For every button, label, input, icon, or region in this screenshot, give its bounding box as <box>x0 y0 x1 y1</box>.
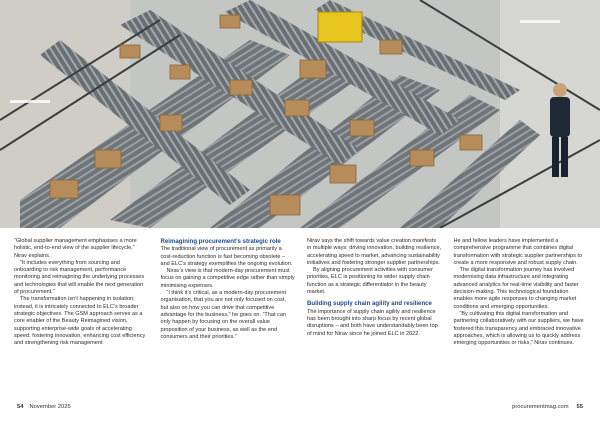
paragraph: The digital transformation journey has involved modernising data infrastructure and integrating advanced analytics for real-time visibility and faster decision-making. This technological foundation enables more agile responses to changing market conditions and emerging opportunities. <box>453 267 579 310</box>
section-heading: Reimagining procurement’s strategic role <box>160 238 281 245</box>
site-url: procurementmag.com <box>512 404 569 410</box>
paragraph: “By cultivating this digital transformation and partnering collaboratively with our suppliers, we have fostered this transparency and embraced innovative approaches, which is allowing us to quickly address emerging opportunities or risks,” Nirav continues. <box>453 310 584 347</box>
column-4 <box>454 238 589 398</box>
paragraph: “I think it’s critical, as a modern-day procurement organisation, that you are not only focused on cost, but also on how you can drive that competitive advantage for the business,” he goes on. “That can only happen by focusing on the overall value proposition of your business, as well as the end consumers and their priorities.” <box>160 290 287 340</box>
paragraph: Nirav says the shift towards value creation manifests in multiple ways: driving innovation, building resilience, accelerating speed to market, advancing sustainability initiatives and fostering stronger supplier partnerships. <box>307 238 442 266</box>
column-3 <box>307 238 442 398</box>
column-1 <box>14 238 149 398</box>
page-number: 54 <box>17 404 24 410</box>
page-number: 55 <box>576 404 583 410</box>
article-body <box>14 238 588 398</box>
paragraph: The traditional view of procurement as primarily a cost-reduction function is fast becoming obsolete – and ELC’s strategy exemplifies the ongoing evolution. <box>160 246 293 267</box>
paragraph: The importance of supply chain agility and resilience has been brought into sharp focus by recent global disruptions – and both have understandably been top of mind for Nirav since he joined ELC in 2022. <box>307 308 438 337</box>
paragraph: “It includes everything from sourcing and onboarding to risk management, performance monitoring and reimagining the underlying processes and technologies that will enable the next generation of procurement.” <box>14 259 145 296</box>
paragraph: Nirav’s view is that modern-day procurement must focus on gaining a competitive edge rather than simply minimising expenses. <box>160 268 295 289</box>
issue-date: November 2025 <box>29 404 71 410</box>
column-2 <box>161 238 296 398</box>
paragraph: He and fellow leaders have implemented a comprehensive programme that combines digital transformation with strategic supplier partnerships to create a more responsive and robust supply chain. <box>453 238 583 266</box>
section-heading: Building supply chain agility and resilience <box>307 300 432 308</box>
paragraph: “Global supplier management emphasises a more holistic, end-to-end view of the supplier lifecycle,” Nirav explains. <box>14 238 137 259</box>
page-footer <box>0 404 600 418</box>
paragraph: The transformation isn’t happening in isolation; instead, it is intricately connected to ELC’s broader strategic objectives. The GSM approach serves as a core enabler of the Beauty Reimagined vision, supporting enterprise-wide goals of accelerating speed, fostering innovation, enhancing cost efficiency and strengthening risk management <box>14 296 146 347</box>
footer-right <box>512 404 583 410</box>
paragraph: By aligning procurement activities with consumer priorities, ELC is positioning its wider supply chain function as a strategic differentiator in the beauty market. <box>307 267 433 296</box>
footer-left <box>17 404 71 410</box>
